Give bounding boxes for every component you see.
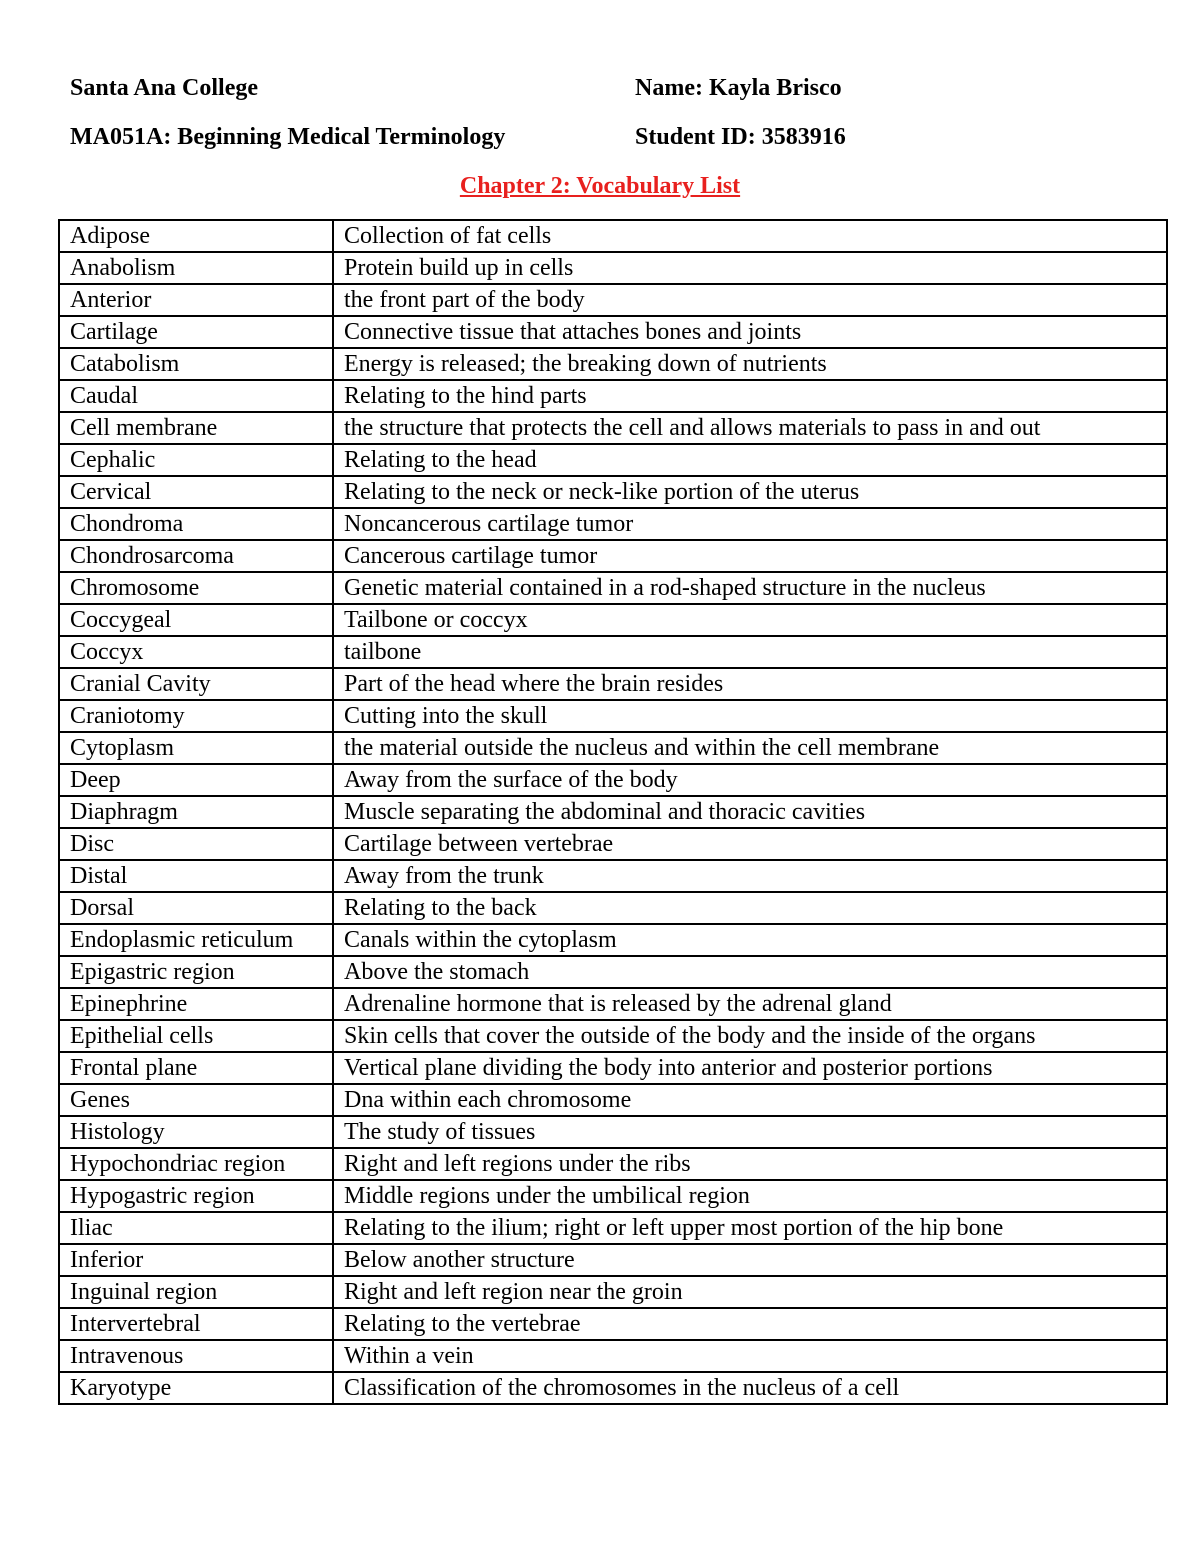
- vocabulary-table: [58, 219, 1168, 1405]
- table-row: [59, 476, 1167, 508]
- table-row: [59, 1212, 1167, 1244]
- vocab-definition: Away from the trunk: [333, 860, 1167, 892]
- vocab-definition: Above the stomach: [333, 956, 1167, 988]
- table-row: [59, 1180, 1167, 1212]
- vocab-definition: Canals within the cytoplasm: [333, 924, 1167, 956]
- vocab-term: Distal: [59, 860, 333, 892]
- student-name: Name: Kayla Brisco: [635, 75, 842, 101]
- vocab-term: Caudal: [59, 380, 333, 412]
- vocab-term: Epinephrine: [59, 988, 333, 1020]
- vocab-definition: Dna within each chromosome: [333, 1084, 1167, 1116]
- table-row: [59, 988, 1167, 1020]
- table-row: [59, 380, 1167, 412]
- table-row: [59, 412, 1167, 444]
- table-row: [59, 764, 1167, 796]
- vocab-definition: Skin cells that cover the outside of the body and the inside of the organs: [333, 1020, 1167, 1052]
- vocab-definition: Relating to the vertebrae: [333, 1308, 1167, 1340]
- vocab-term: Cytoplasm: [59, 732, 333, 764]
- vocab-term: Endoplasmic reticulum: [59, 924, 333, 956]
- vocab-definition: Vertical plane dividing the body into anterior and posterior portions: [333, 1052, 1167, 1084]
- table-row: [59, 508, 1167, 540]
- table-row: [59, 956, 1167, 988]
- vocab-term: Chondroma: [59, 508, 333, 540]
- vocab-definition: the front part of the body: [333, 284, 1167, 316]
- vocab-term: Genes: [59, 1084, 333, 1116]
- vocab-term: Disc: [59, 828, 333, 860]
- vocab-term: Deep: [59, 764, 333, 796]
- vocab-definition: Below another structure: [333, 1244, 1167, 1276]
- vocab-definition: Relating to the ilium; right or left upper most portion of the hip bone: [333, 1212, 1167, 1244]
- vocab-definition: Right and left regions under the ribs: [333, 1148, 1167, 1180]
- vocab-term: Cell membrane: [59, 412, 333, 444]
- table-row: [59, 636, 1167, 668]
- vocab-term: Hypochondriac region: [59, 1148, 333, 1180]
- vocab-term: Epithelial cells: [59, 1020, 333, 1052]
- vocab-definition: Middle regions under the umbilical region: [333, 1180, 1167, 1212]
- table-row: [59, 700, 1167, 732]
- table-row: [59, 1372, 1167, 1404]
- vocab-term: Craniotomy: [59, 700, 333, 732]
- vocab-term: Chondrosarcoma: [59, 540, 333, 572]
- table-row: [59, 828, 1167, 860]
- vocab-definition: tailbone: [333, 636, 1167, 668]
- vocab-term: Inferior: [59, 1244, 333, 1276]
- header-row-1: [70, 70, 1130, 119]
- table-row: [59, 1276, 1167, 1308]
- table-row: [59, 732, 1167, 764]
- vocab-term: Coccyx: [59, 636, 333, 668]
- vocab-definition: The study of tissues: [333, 1116, 1167, 1148]
- vocab-definition: Part of the head where the brain resides: [333, 668, 1167, 700]
- student-id: Student ID: 3583916: [635, 124, 846, 150]
- chapter-title: Chapter 2: Vocabulary List: [459, 173, 741, 199]
- vocab-term: Intervertebral: [59, 1308, 333, 1340]
- vocab-definition: Tailbone or coccyx: [333, 604, 1167, 636]
- table-row: [59, 1148, 1167, 1180]
- table-row: [59, 924, 1167, 956]
- vocab-term: Coccygeal: [59, 604, 333, 636]
- vocab-term: Anterior: [59, 284, 333, 316]
- vocab-term: Frontal plane: [59, 1052, 333, 1084]
- vocab-definition: Collection of fat cells: [333, 220, 1167, 252]
- table-row: [59, 892, 1167, 924]
- vocab-definition: Connective tissue that attaches bones and joints: [333, 316, 1167, 348]
- college-name: Santa Ana College: [70, 75, 259, 101]
- table-row: [59, 1020, 1167, 1052]
- vocab-term: Histology: [59, 1116, 333, 1148]
- vocab-term: Cranial Cavity: [59, 668, 333, 700]
- vocab-definition: Relating to the back: [333, 892, 1167, 924]
- table-row: [59, 444, 1167, 476]
- vocab-term: Intravenous: [59, 1340, 333, 1372]
- vocab-definition: Protein build up in cells: [333, 252, 1167, 284]
- vocab-definition: Noncancerous cartilage tumor: [333, 508, 1167, 540]
- table-row: [59, 1084, 1167, 1116]
- vocab-definition: Within a vein: [333, 1340, 1167, 1372]
- vocab-definition: Relating to the hind parts: [333, 380, 1167, 412]
- vocab-definition: Relating to the head: [333, 444, 1167, 476]
- document-header: [70, 70, 1130, 168]
- vocab-definition: Right and left region near the groin: [333, 1276, 1167, 1308]
- vocab-definition: Genetic material contained in a rod-shaped structure in the nucleus: [333, 572, 1167, 604]
- table-row: [59, 1052, 1167, 1084]
- vocab-definition: Cartilage between vertebrae: [333, 828, 1167, 860]
- course-title: MA051A: Beginning Medical Terminology: [70, 124, 506, 150]
- table-row: [59, 1308, 1167, 1340]
- vocab-term: Adipose: [59, 220, 333, 252]
- vocab-definition: Energy is released; the breaking down of nutrients: [333, 348, 1167, 380]
- table-row: [59, 1340, 1167, 1372]
- table-row: [59, 1116, 1167, 1148]
- vocab-term: Karyotype: [59, 1372, 333, 1404]
- table-row: [59, 220, 1167, 252]
- table-row: [59, 796, 1167, 828]
- vocab-term: Chromosome: [59, 572, 333, 604]
- table-row: [59, 252, 1167, 284]
- vocab-term: Catabolism: [59, 348, 333, 380]
- vocab-term: Cervical: [59, 476, 333, 508]
- table-row: [59, 284, 1167, 316]
- vocab-term: Iliac: [59, 1212, 333, 1244]
- vocab-definition: Relating to the neck or neck-like portion of the uterus: [333, 476, 1167, 508]
- vocab-definition: Muscle separating the abdominal and thoracic cavities: [333, 796, 1167, 828]
- vocab-term: Anabolism: [59, 252, 333, 284]
- vocab-definition: Cutting into the skull: [333, 700, 1167, 732]
- vocabulary-table-body: [59, 220, 1167, 1404]
- header-row-2: [70, 119, 1130, 168]
- vocab-definition: Away from the surface of the body: [333, 764, 1167, 796]
- vocab-definition: Classification of the chromosomes in the nucleus of a cell: [333, 1372, 1167, 1404]
- table-row: [59, 572, 1167, 604]
- vocab-definition: Adrenaline hormone that is released by the adrenal gland: [333, 988, 1167, 1020]
- table-row: [59, 348, 1167, 380]
- vocab-term: Hypogastric region: [59, 1180, 333, 1212]
- vocab-definition: the structure that protects the cell and allows materials to pass in and out: [333, 412, 1167, 444]
- table-row: [59, 860, 1167, 892]
- table-row: [59, 604, 1167, 636]
- table-row: [59, 668, 1167, 700]
- vocab-term: Inguinal region: [59, 1276, 333, 1308]
- vocab-term: Diaphragm: [59, 796, 333, 828]
- table-row: [59, 316, 1167, 348]
- vocab-definition: the material outside the nucleus and within the cell membrane: [333, 732, 1167, 764]
- vocab-term: Epigastric region: [59, 956, 333, 988]
- table-row: [59, 540, 1167, 572]
- table-row: [59, 1244, 1167, 1276]
- vocab-term: Cephalic: [59, 444, 333, 476]
- vocab-term: Dorsal: [59, 892, 333, 924]
- vocab-definition: Cancerous cartilage tumor: [333, 540, 1167, 572]
- vocab-term: Cartilage: [59, 316, 333, 348]
